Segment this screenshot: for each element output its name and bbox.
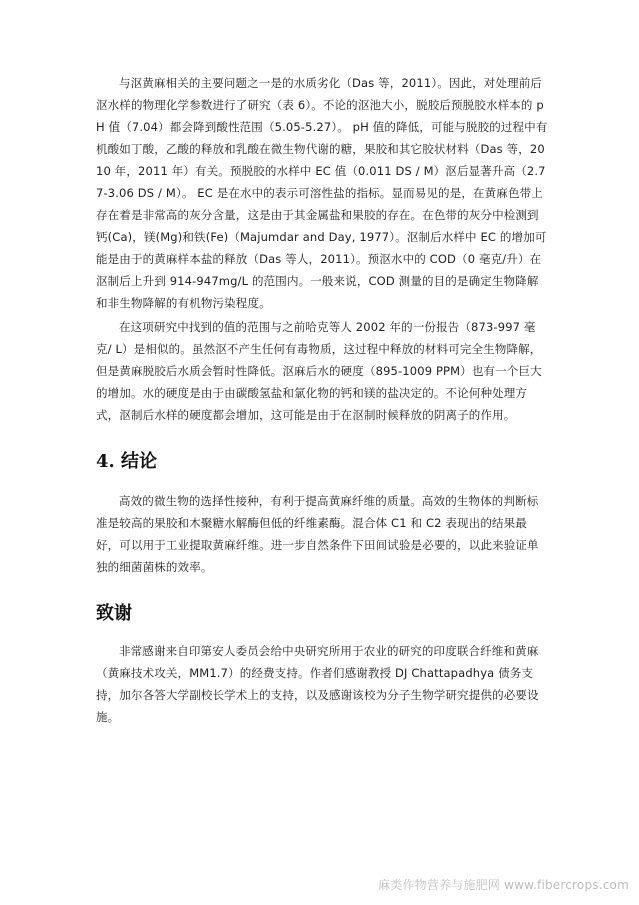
conclusion-heading: 4. 结论 (96, 451, 158, 472)
conclusion-paragraph: 高效的微生物的选择性接种，有利于提高黄麻纤维的质量。高效的生物体的判断标准是较高的果胶和木聚糖水解酶但低的纤维素酶。混合体 C1 和 C2 表现出的结果最好，可以用于工业提取黄麻纤维。进一步自然条件下田间试验是必要的，以此来验证单独的细菌菌株的效率。 (96, 494, 539, 574)
document-body (96, 72, 548, 728)
site-watermark: 麻类作物营养与施肥网 www.fibercrops.com (378, 878, 629, 892)
results-paragraph-2: 在这项研究中找到的值的范围与之前哈克等人 2002 年的一份报告（873-997 毫克/ L）是相似的。虽然沤不产生任何有毒物质，这过程中释放的材料可完全生物降解，但是黄麻脱胶后水质会暂时性降低。沤麻后水的硬度（895-1009 PPM）也有一个巨大的增加。水的硬度是由于由碳酸氢盐和氯化物的钙和镁的盐决定的。不论何种处理方式，沤制后水样的硬度都会增加，这可能是由于在沤制时候释放的阴离子的作用。 (96, 320, 542, 422)
results-paragraph-1: 与沤黄麻相关的主要问题之一是的水质劣化（Das 等，2011）。因此，对处理前后沤水样的物理化学参数进行了研究（表 6）。不论的沤池大小，脱胶后预脱胶水样本的 pH 值（7.04）都会降到酸性范围（5.05-5.27）。 pH 值的降低，可能与脱胶的过程中有机酸如丁酸，乙酸的释放和乳酸在微生物代谢的糖，果胶和其它胶状材料（Das 等，2010 年，2011 年）有关。预脱胶的水样中 EC 值（0.011 DS / M）沤后显著升高（2.77-3.06 DS / M）。 EC 是在水中的表示可溶性盐的指标。显而易见的是，在黄麻色带上存在着是非常高的灰分含量，这是由于其金属盐和果胶的存在。在色带的灰分中检测到钙(Ca)，镁(Mg)和铁(Fe)（Majumdar and Day, 1977）。沤制后水样中 EC 的增加可能是由于的黄麻样本盐的释放（Das 等人，2011）。预沤水中的 COD（0 毫克/升）在沤制后上升到 914-947mg/L 的范围内。一般来说，COD 测量的目的是确定生物降解和非生物降解的有机物污染程度。 (96, 76, 548, 310)
acknowledgements-paragraph: 非常感谢来自印第安人委员会给中央研究所用于农业的研究的印度联合纤维和黄麻（黄麻技术攻关，MM1.7）的经费支持。作者们感谢教授 DJ Chattapadhya 债务支持，加尔各答大学副校长学术上的支持，以及感谢该校为分子生物学研究提供的必要设施。 (96, 644, 539, 724)
acknowledgements-heading: 致谢 (96, 603, 132, 624)
